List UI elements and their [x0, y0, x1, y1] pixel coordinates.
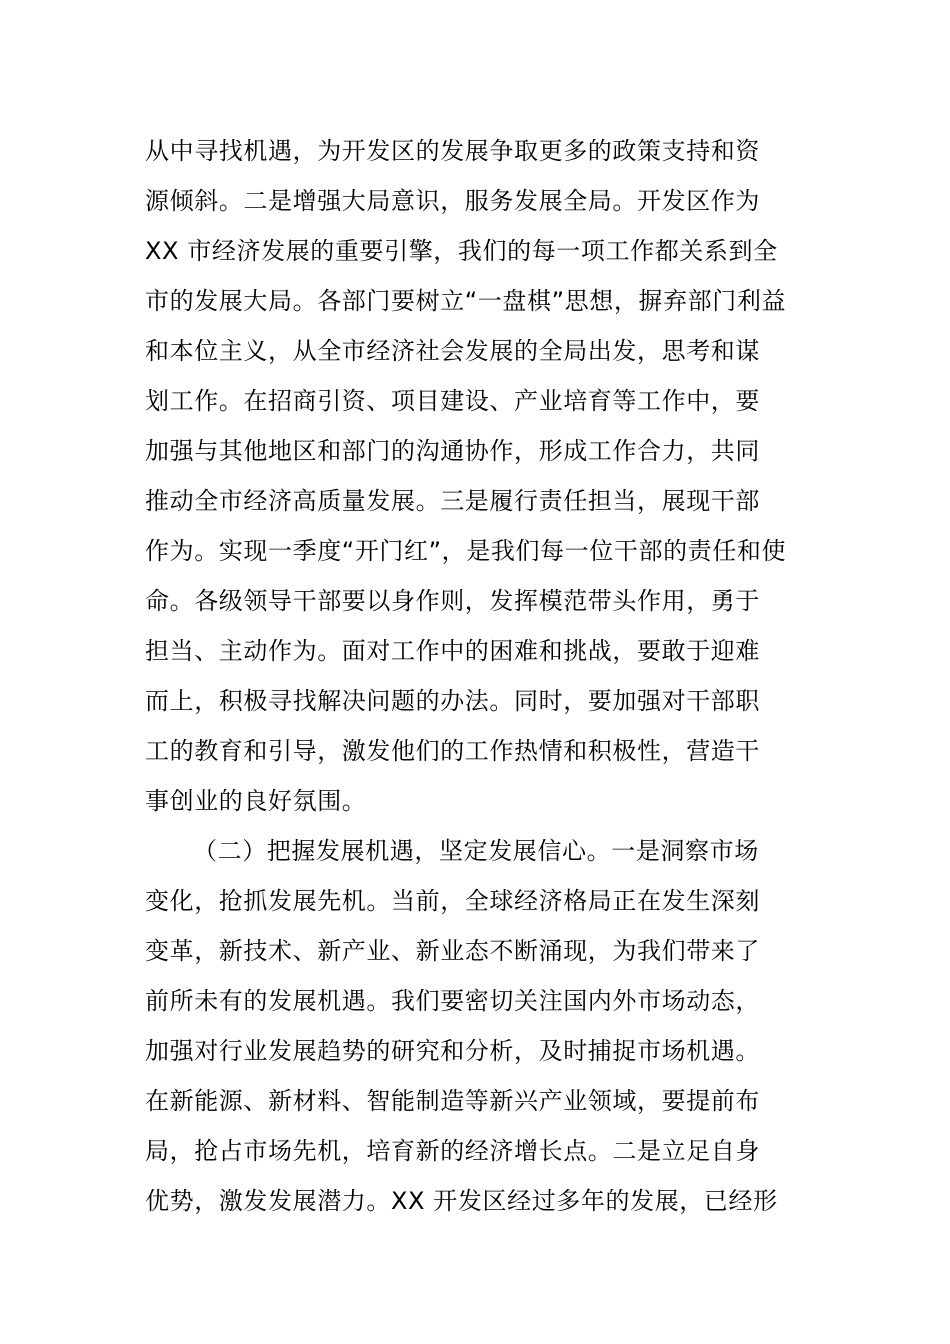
text-line: 加强与其他地区和部门的沟通协作，形成工作合力，共同	[145, 437, 760, 465]
section-heading-line: （二）把握发展机遇，坚定发展信心。一是洞察市场	[193, 837, 759, 865]
text-line: 变革，新技术、新产业、新业态不断涌现，为我们带来了	[145, 937, 760, 965]
text-line: 前所未有的发展机遇。我们要密切关注国内外市场动态，	[145, 987, 760, 1015]
text-line: 变化，抢抓发展先机。当前，全球经济格局正在发生深刻	[145, 887, 760, 915]
text-line: 在新能源、新材料、智能制造等新兴产业领域，要提前布	[145, 1087, 760, 1115]
text-line: 优势，激发发展潜力。XX 开发区经过多年的发展，已经形	[145, 1187, 778, 1215]
text-line: 推动全市经济高质量发展。三是履行责任担当，展现干部	[145, 487, 760, 515]
text-line: XX 市经济发展的重要引擎，我们的每一项工作都关系到全	[145, 237, 778, 265]
text-line: 工的教育和引导，激发他们的工作热情和积极性，营造干	[145, 737, 760, 765]
text-line: 事创业的良好氛围。	[145, 787, 367, 815]
text-line: 市的发展大局。各部门要树立“一盘棋”思想，摒弃部门利益	[145, 287, 787, 315]
text-line: 源倾斜。二是增强大局意识，服务发展全局。开发区作为	[145, 187, 760, 215]
text-line: 命。各级领导干部要以身作则，发挥模范带头作用，勇于	[145, 587, 760, 615]
text-line: 从中寻找机遇，为开发区的发展争取更多的政策支持和资	[145, 137, 760, 165]
text-line: 和本位主义，从全市经济社会发展的全局出发，思考和谋	[145, 337, 760, 365]
text-line: 局，抢占市场先机，培育新的经济增长点。二是立足自身	[145, 1137, 760, 1165]
text-line: 担当、主动作为。面对工作中的困难和挑战，要敢于迎难	[145, 637, 760, 665]
text-line: 划工作。在招商引资、项目建设、产业培育等工作中，要	[145, 387, 760, 415]
text-line: 而上，积极寻找解决问题的办法。同时，要加强对干部职	[145, 687, 760, 715]
text-line: 作为。实现一季度“开门红”，是我们每一位干部的责任和使	[145, 537, 787, 565]
text-line: 加强对行业发展趋势的研究和分析，及时捕捉市场机遇。	[145, 1037, 760, 1065]
